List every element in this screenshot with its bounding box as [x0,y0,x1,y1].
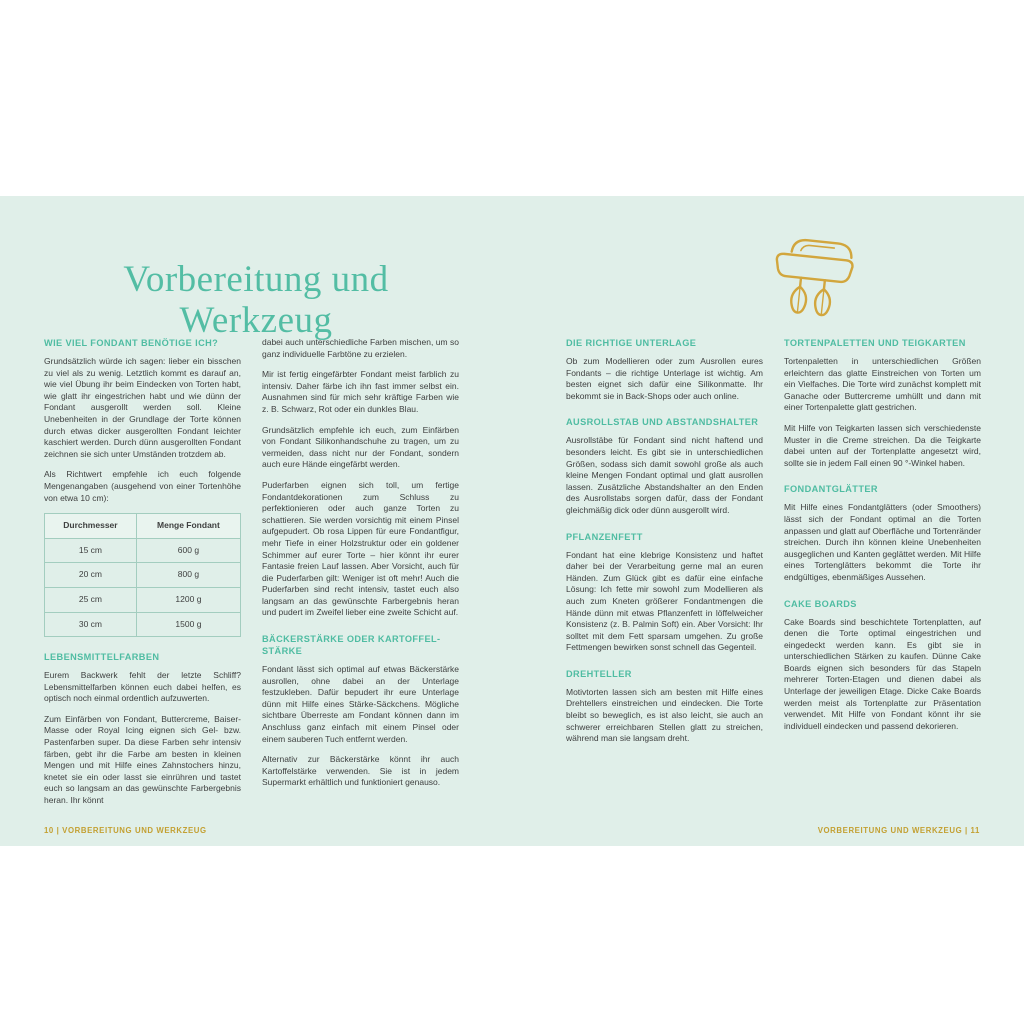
paragraph: Cake Boards sind beschichtete Tortenplatten, auf denen die Torte optimal eingestrichen und eingedeckt werden kann. Es gibt sie in unterschiedlichen Stärken zu kaufen. Dünne Cake Boards eignen sich besonders für das Stapeln mehrerer Torten-Etagen und dienen dabei als Unterlage der jeweiligen Etage. Dicke Cake Boards werden meist als Tortenplatte zur Präsentation verwendet. Mit Hilfe von Fondant könnt ihr sie individuell eindecken und passend dekorieren. [784,616,981,731]
paragraph: Als Richtwert empfehle ich euch folgende Mengenangaben (ausgehend von einer Tortenhöhe von etwa 10 cm): [44,469,241,503]
table-cell: 1200 g [136,587,240,612]
page-title-line2: Werkzeug [179,299,333,341]
page-number-left: 10 | VORBEREITUNG UND WERKZEUG [44,826,207,835]
heading-pflanzenfett: PFLANZENFETT [566,531,643,542]
page-title-line1: Vorbereitung und [123,258,389,300]
table-row [45,612,241,637]
heading-wie-viel-fondant: WIE VIEL FONDANT BENÖTIGE ICH? [44,338,219,348]
fondant-amount-table [44,513,241,637]
table-cell: 20 cm [45,563,137,588]
page-title [0,259,512,341]
paragraph: Zum Einfärben von Fondant, Buttercreme, Baiser-Masse oder Royal Icing eignen sich Gel- bzw. Pastenfarben super. Da diese Farben sehr intensiv färben, gebt ihr die Farbe am besten in kleinen Mengen und mit Hilfe eines Zahnstochers hinzu, knetet sie ein oder lasst sie einrühren und tastet euch so langsam an das gewünschte Farbergebnis heran. Ihr könnt [44,713,241,806]
paragraph: Mit Hilfe von Teigkarten lassen sich verschiedenste Muster in die Creme streichen. Da die Teigkarte dabei unten auf der Tortenplatte angesetzt wird, sollte sie in jedem Fall einen 90 °-Winkel haben. [784,422,981,468]
paragraph: Tortenpaletten in unterschiedlichen Größen erleichtern das glatte Einstreichen von Torten um ein Vielfaches. Die Torte wird zunächst komplett mit Ganache oder Buttercreme umhüllt und dann mit einer Tortenpalette glatt gestrichen. [784,356,981,413]
page-number-right: VORBEREITUNG UND WERKZEUG | 11 [817,826,980,835]
paragraph: Eurem Backwerk fehlt der letzte Schliff? Lebensmittelfarben können euch dabei helfen, es optisch noch einmal ordentlich aufzuwerten. [44,670,241,704]
table-row [45,563,241,588]
paragraph: Puderfarben eignen sich toll, um fertige Fondantdekorationen zum Schluss zu perfektionieren oder auch ganze Torten zu schattieren. Sie werden vorsichtig mit einem Pinsel aufgepudert. Ob rosa Lippen für eure Fondantfigur, mehr Tiefe in einer Holzstruktur oder ein goldener Schimmer auf eurer Torte – hier könnt ihr eurer Fantasie freien Lauf lassen. Aber Vorsicht, auch für die Puderfarben gilt: Weniger ist oft mehr! Auch die Puderfarben sind recht intensiv, tastet euch also langsam an das gewünschte Farbergebnis heran und pudert im Zweifel lieber eine zweite Schicht auf. [262,479,459,618]
heading-tortenpaletten: TORTENPALETTEN UND TEIGKARTEN [784,338,966,348]
column-paletten-boards [784,337,981,741]
heading-lebensmittelfarben: LEBENSMITTELFARBEN [44,652,160,663]
heading-baeckerstaerke: BÄCKERSTÄRKE ODER KARTOFFEL-STÄRKE [262,634,441,657]
table-cell: 25 cm [45,587,137,612]
table-header-menge: Menge Fondant [136,514,240,539]
table-cell: 1500 g [136,612,240,637]
paragraph: Fondant hat eine klebrige Konsistenz und haftet daher bei der Verarbeitung gerne mal an euren Händen. Zum Glück gibt es dafür eine einfache Lösung: Ich fette mir sowohl zum Modellieren als auch zum Kneten größerer Fondantmengen die Hände dünn mit etwas Pflanzenfett in löffelweicher Konsistenz (z. B. Palmin Soft) ein. Aber Vorsicht: Ihr solltet mit dem Fett sparsam umgehen. Zu große Fettmengen bewirken sonst schnell das Gegenteil. [566,549,763,653]
paragraph: Ausrollstäbe für Fondant sind nicht haftend und besonders leicht. Es gibt sie in unterschiedlichen Größen, sodass sich damit sowohl große als auch kleine Mengen Fondant optimal und glatt ausrollen lassen. Zusätzliche Abstandshalter an den Enden des Ausrollstabs sorgen dafür, dass der Fondant gleichmäßig dick oder dünn ausgerollt wird. [566,435,763,515]
column-unterlage-werkzeug [566,337,763,754]
heading-ausrollstab: AUSROLLSTAB UND ABSTANDSHALTER [566,417,759,428]
paragraph: Grundsätzlich empfehle ich euch, zum Einfärben von Fondant Silikonhandschuhe zu tragen, um zu vermeiden, dass nicht nur der Fondant, sondern auch eure Hände eingefärbt werden. [262,424,459,470]
heading-drehteller: DREHTELLER [566,668,632,679]
heading-richtige-unterlage: DIE RICHTIGE UNTERLAGE [566,338,697,348]
heading-cake-boards: CAKE BOARDS [784,598,857,609]
table-cell: 15 cm [45,538,137,563]
table-row [45,587,241,612]
table-cell: 600 g [136,538,240,563]
heading-fondantglaetter: FONDANTGLÄTTER [784,484,878,495]
table-cell: 30 cm [45,612,137,637]
paragraph: dabei auch unterschiedliche Farben mischen, um so ganz individuelle Farbtöne zu erzielen. [262,337,459,359]
table-header-durchmesser: Durchmesser [45,514,137,539]
column-fondant-menge [44,337,241,816]
paragraph: Alternativ zur Bäckerstärke könnt ihr auch Kartoffelstärke verwenden. Sie ist in jedem Supermarkt erhältlich und funktioniert genauso. [262,754,459,788]
table-header-row [45,514,241,539]
hand-mixer-icon [753,225,873,333]
column-farben-staerke [262,337,459,798]
table-cell: 800 g [136,563,240,588]
paragraph: Mir ist fertig eingefärbter Fondant meist farblich zu intensiv. Daher färbe ich ihn fast immer selbst ein. Ausnahmen sind für mich sehr kräftige Farben wie z. B. Schwarz, Rot oder ein dunkles Blau. [262,369,459,414]
paragraph: Grundsätzlich würde ich sagen: lieber ein bisschen zu viel als zu wenig. Letztlich kommt es darauf an, wie viel Übung ihr beim Eindecken von Torten habt, wie glatt ihr eingestrichen habt und wie dünn der Fondant ausgerollt werden soll. Kleine Unebenheiten in der Grundlage der Torte können durch etwas dicker ausgerollten Fondant leichter kaschiert werden. Durch dünn ausgerollten Fondant zeichnen sie sich unter Umständen trotzdem ab. [44,356,241,459]
paragraph: Mit Hilfe eines Fondantglätters (oder Smoothers) lässt sich der Fondant optimal an die Torten anpassen und glatt auf Oberfläche und Tortenränder streichen. Durch ihn können kleine Unebenheiten ausgeglichen und Kanten geglättet werden. Mit Hilfe eines Tortenglätters bekommt die Torte ihr endgültiges, ebenmäßiges Aussehen. [784,502,981,582]
paragraph: Ob zum Modellieren oder zum Ausrollen eures Fondants – die richtige Unterlage ist wichtig. Am besten eignet sich dafür eine Silikonmatte. Ihr bekommt sie in Back-Shops oder auch online. [566,356,763,401]
paragraph: Motivtorten lassen sich am besten mit Hilfe eines Drehtellers einstreichen und eindecken. Die Torte bleibt so beweglich, es ist also leicht, sie auch an schwerer erreichbaren Stellen glatt zu streichen, während man sie langsam dreht. [566,686,763,744]
paragraph: Fondant lässt sich optimal auf etwas Bäckerstärke ausrollen, ohne dabei an der Unterlage festzukleben. Dafür bepudert ihr eure Unterlage dünn mit Hilfe eines Stärke-Säckchens. Mögliche sichtbare Überreste am Fondant können dann im Anschluss ganz einfach mit einem Pinsel oder einem sauberen Tuch entfernt werden. [262,664,459,744]
table-row [45,538,241,563]
